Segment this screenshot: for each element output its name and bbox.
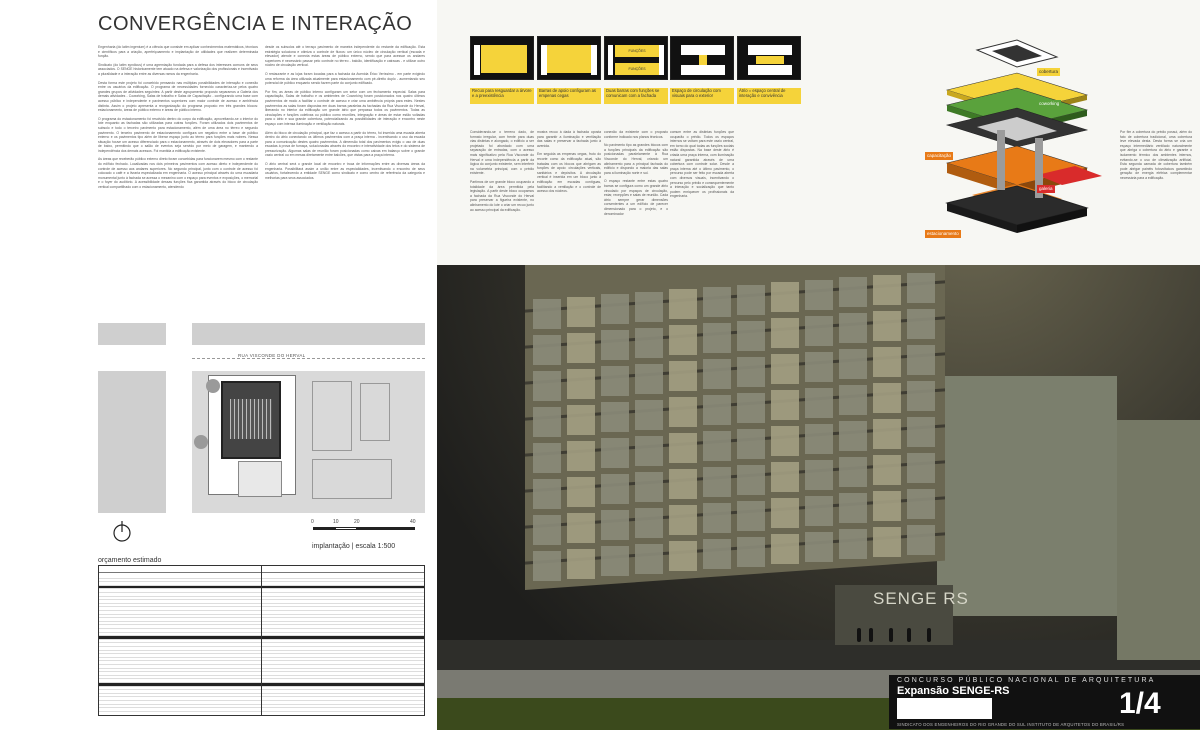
facade-panel	[873, 491, 901, 521]
diagram-fill	[756, 56, 784, 64]
side-building-2	[1117, 420, 1200, 660]
facade-panel	[601, 330, 629, 360]
facade-panel	[533, 479, 561, 509]
concept-diagram-1	[470, 36, 534, 80]
budget-header	[99, 566, 261, 573]
diagram-bar	[681, 45, 725, 55]
concept-diagram-3	[604, 36, 668, 80]
diagram-bar	[681, 65, 725, 75]
facade-panel	[669, 289, 697, 319]
facade-panel	[805, 496, 833, 526]
facade-panel	[635, 328, 663, 358]
facade-panel	[703, 323, 731, 353]
facade-panel	[737, 321, 765, 351]
side-building	[937, 376, 1117, 616]
axo-tag-estacionamento: estacionamento	[927, 231, 959, 236]
facade-panel	[873, 419, 901, 449]
facade-panel	[533, 407, 561, 437]
facade-panel	[771, 390, 799, 420]
facade-panel	[601, 402, 629, 432]
facade-panel	[635, 292, 663, 322]
facade-panel	[635, 508, 663, 538]
person-figure	[869, 628, 873, 642]
text-column-2	[265, 45, 425, 184]
facade-panel	[567, 477, 595, 507]
facade-panel	[805, 352, 833, 382]
facade-panel	[703, 539, 731, 569]
concept-diagram-2	[537, 36, 601, 80]
facade-panel	[601, 294, 629, 324]
facade-panel	[805, 388, 833, 418]
facade-panel	[839, 529, 867, 559]
facade-panel	[839, 421, 867, 451]
facade-panel	[669, 397, 697, 427]
north-arrow-icon	[112, 520, 132, 544]
person-figure	[907, 628, 911, 642]
facade-panel	[873, 383, 901, 413]
paragraph: Considerando-se o terreno dado, de formato irregular, com frente para duas vias distintas e alongado, o edifício a ser projetado foi abordado com uma separação de entradas, com o acesso mais significativo pela Rua Visconde do Herval e uma independência a partir da lógica do conjunto existente, sem interferir na volumetria principal, com o prédio existente.	[470, 130, 534, 176]
diagram-bar	[748, 45, 792, 55]
facade-panel	[601, 474, 629, 504]
paragraph: No pavimento tipo as grandes blocos com a funções principais da edificação são posicionadas paralelamente à Rua Visconde do Herval, criando um alinhamento para a principal fachada do edifício e dispondo a maioria das salas para a iluminação norte e sul.	[604, 143, 668, 175]
block	[98, 323, 166, 345]
facade-panel	[907, 525, 935, 555]
scale-label: implantação | escala 1:500	[312, 543, 396, 550]
project-name: Expansão SENGE-RS	[897, 685, 1010, 697]
street-label-visconde: RUA VISCONDE DO HERVAL	[238, 353, 306, 358]
right-panel	[437, 0, 1200, 730]
paragraph: O programa do estacionamento foi resolvido dentro do corpo da edificação, aproveitando-se o interior do lote enquanto as fachadas são utilizadas para outras funções. Foram utilizados dois pavimentos de subsolo e todo o terceiro pavimento para estacionamento, além de uma área no térreo e segundo pavimento. O terceiro pavimento de estacionamento configura um negativo entre a base de público externo e os pavimentos tipo além de liberar espaço junto ao térreo para funções mais nobres. Nessa situação houve um acesso diferenciado para o estacionamento, através de dois elevadores para a parte de baixo, permitindo que o salão de eventos seja servido por meio de garagem, e mantendo a independência dos demais acessos. Foi mantida a edificação existente.	[98, 116, 258, 153]
facade-panel	[907, 273, 935, 303]
facade-panel	[737, 501, 765, 531]
facade-panel	[805, 424, 833, 454]
paragraph: O espaço restante entre estas quatro barras se configura como um grande átrio vinculado por espaços de circulação, estar, recepções e salas de reunião. Cada átrio sempre gerar dimensões convenientes a um edifício de parecer dimensionado para o projeto, e o denominador	[604, 179, 668, 216]
facade-panel	[669, 469, 697, 499]
person-figure	[927, 628, 931, 642]
neighbor-building	[312, 459, 392, 499]
facade-panel	[601, 438, 629, 468]
facade-panel	[873, 527, 901, 557]
facade-panel	[669, 541, 697, 571]
facade-panel	[703, 395, 731, 425]
facade-panel	[635, 364, 663, 394]
facade-panel	[533, 443, 561, 473]
diagram-bar	[608, 45, 613, 75]
facade-panel	[771, 318, 799, 348]
diagram-label: FUNÇÕES	[615, 45, 659, 57]
facade-panel	[635, 436, 663, 466]
facade-panel	[669, 361, 697, 391]
block	[98, 371, 166, 513]
facade-panel	[567, 405, 595, 435]
budget-title: orçamento estimado	[98, 557, 162, 564]
diagram-caption: Átrio = espaço central de interação e convivência	[737, 88, 801, 104]
facade-panel	[873, 275, 901, 305]
road-vertical	[166, 323, 192, 513]
facade-panel	[805, 316, 833, 346]
facade-panel	[635, 544, 663, 574]
diagram-caption: Duas barras com funções se comunicam com a fachada	[604, 88, 668, 104]
facade-panel	[703, 359, 731, 389]
facade-panel	[601, 510, 629, 540]
diagram-fill	[481, 45, 527, 73]
atrium-roof	[230, 399, 272, 439]
facade-panel	[771, 498, 799, 528]
diagram-bar	[659, 45, 664, 75]
facade-panel	[805, 280, 833, 310]
axo-tag-coworking: coworking	[1039, 101, 1060, 106]
facade-panel	[771, 534, 799, 564]
budget-column-right	[262, 566, 425, 716]
diagram-bar	[541, 45, 547, 75]
facade-panel	[567, 369, 595, 399]
paragraph: O restaurante e as lojas foram locadas para a fachada da Avenida Érico Veríssimo - em parte exigindo uma reforma da área utilizada atualmente para estacionamento com pé-direito duplo - aumentando seu potencial de público enquanto sendo fazem parte do conjunto edificado.	[265, 71, 425, 86]
facade-panel	[907, 345, 935, 375]
facade-panel	[737, 285, 765, 315]
budget-table	[98, 565, 425, 716]
paragraph: Desta forma este projeto foi concebido pensando nas múltiplas possibilidades de interação e conexão entre os usuários da edificação. O programa de necessidades fornecido caracteriza-se pelos quatro grandes grupos de atividades seguintes: A partir deste agrupamento proposto separamos a Galeria dos demais atividades - Coworking, Salas de trabalho e Salas de Capacitação - configurando uma base com acesso público e independente e pavimentos superiores com maior controle de acesso e ambiência distinta. Assim o projeto apresenta a reorganização do programa proposto em três grandes blocos: estacionamento, áreas de público externo e áreas de público interno.	[98, 80, 258, 113]
right-text-column-1	[470, 130, 534, 216]
sheet-number: 1/4	[1119, 687, 1161, 720]
organizers: SINDICATO DOS ENGENHEIROS DO RIO GRANDE DO SUL INSTITUTO DE ARQUITETOS DO BRASIL/RS	[897, 722, 1125, 727]
facade-panel	[567, 441, 595, 471]
facade-panel	[771, 282, 799, 312]
facade-panel	[737, 429, 765, 459]
facade-panel	[907, 309, 935, 339]
existing-building	[238, 461, 282, 497]
facade-panel	[805, 532, 833, 562]
paragraph: Em seguida as empenas cegas, fruto do recorte como da edificação atual, são tratadas com os blocos que abrigam as funções de apoio: circulações verticais, sanitários e depósitos. A circulação vertical é inserida em um bloco junto à edificação em escadas contíguas, facilitando a ventilação e o controle de acesso dos núcleos.	[537, 152, 601, 194]
building-sign: SENGE RS	[873, 589, 969, 608]
scale-tick: 0	[311, 519, 314, 525]
scale-tick: 20	[354, 519, 360, 525]
axo-tag-galeria: galeria	[1039, 186, 1053, 191]
facade-panel	[635, 472, 663, 502]
diagram-fill	[544, 45, 594, 73]
concept-diagram-4	[670, 36, 734, 80]
paragraph: As áreas que receberão público externo direto foram concebidas para funcionarem mesmo com o restante do edifício fechado. Localizadas nos dois primeiros pavimentos com acesso direto e independente do controle de acesso aos andares superiores. No segundo principal, junto com o controle de acesso foi colocado o café e a livraria especializada em engenharia. O acesso principal através do uma escadaria monumental junto à fachada se acessa o mezanino com o espaço para eventos e exposições, o memorial e o foyer do auditório. A acessibilidade dessas funções fica garantida através do bloco de circulação vertical compartilhado com o estacionamento, atendendo	[98, 157, 259, 190]
facade-panel	[737, 465, 765, 495]
competition-name: CONCURSO PÚBLICO NACIONAL DE ARQUITETURA	[897, 677, 1156, 684]
facade-panel	[737, 537, 765, 567]
block	[192, 323, 425, 345]
facade-panel	[907, 453, 935, 483]
right-text-column-5	[1120, 130, 1192, 181]
facade-panel	[873, 347, 901, 377]
facade-panel	[669, 433, 697, 463]
budget-column-left	[99, 566, 262, 716]
right-text-column-2	[537, 130, 601, 198]
paragraph: Partimos de um grande bloco ocupando a totalidade da área permitida pela legislação. A partir deste bloco ocupamos a fachada da Rua Visconde do Herval para preservar a figueira existente, no alinhamento do lote o criar um recuo junto ao acesso principal da edificação.	[470, 179, 534, 212]
exploded-axonometric	[917, 35, 1112, 245]
facade-panel	[771, 426, 799, 456]
facade-panel	[533, 335, 561, 365]
facade-panel	[839, 277, 867, 307]
facade-panel	[533, 515, 561, 545]
facade-panel	[669, 505, 697, 535]
facade-panel	[873, 455, 901, 485]
facade-panel	[703, 467, 731, 497]
title-block	[889, 675, 1200, 729]
facade-panel	[567, 549, 595, 579]
diagram-caption: Espaço de circulação com visuais para o exterior	[670, 88, 734, 104]
facade-panel	[737, 393, 765, 423]
facade-panel	[533, 551, 561, 581]
facade-panel	[567, 297, 595, 327]
paragraph: Engenharia (do latim ingenium) é a ciência que consiste em aplicar conhecimentos matemáticos, técnicos e científicos para a criação, aperfeiçoamento e implantação de utilidades que realizem determinada função.	[98, 45, 258, 59]
tree-icon	[206, 379, 220, 393]
facade-panel	[839, 313, 867, 343]
neighbor-building	[360, 383, 390, 441]
id-box	[897, 698, 992, 719]
paragraph: desde os subsolos até o terraço pavimento de maneira independente do restante da edificação. Esta estratégia soluciona e otimiza o controle de fluxos: um único núcleo de circulação vertical (escada e elevador) atende e conecta estas áreas de público externo, sendo que para acessar os andares superiores é necessário passar pelo controle no térreo - balcão, identificação e catracas - e utilizar outro núcleo de circulação vertical.	[265, 45, 425, 68]
facade-panel	[771, 462, 799, 492]
paragraph: mostra recuo à dada à fachada oposta para garantir a iluminação e ventilação das salas e preservar a fachada junto à avenida.	[537, 130, 601, 148]
facade-panel	[703, 431, 731, 461]
facade-panel	[635, 400, 663, 430]
scale-segment	[313, 527, 335, 530]
facade-panel	[533, 371, 561, 401]
budget-row	[99, 708, 261, 712]
left-panel	[0, 0, 437, 730]
facade-panel	[839, 493, 867, 523]
right-text-column-3	[604, 130, 668, 220]
person-figure	[857, 628, 861, 642]
scale-segment	[357, 527, 415, 530]
concept-diagram-5	[737, 36, 801, 80]
facade-panel	[771, 354, 799, 384]
facade-panel	[907, 381, 935, 411]
person-figure	[889, 628, 893, 642]
facade-panel	[669, 325, 697, 355]
facade-panel	[839, 349, 867, 379]
road-centerline	[192, 358, 425, 359]
site-plan	[98, 323, 425, 513]
text-column-1	[98, 45, 258, 194]
diagram-bar	[591, 45, 597, 75]
budget-row	[262, 708, 425, 712]
diagram-fill	[699, 55, 707, 65]
scale-tick: 10	[333, 519, 339, 525]
facade-panel	[703, 503, 731, 533]
neighbor-building	[312, 381, 352, 451]
facade-panel	[907, 417, 935, 447]
diagram-caption: Barras de apoio configuram as empenas cegas	[537, 88, 601, 104]
paragraph: Por fim, as áreas de público interno configuram um setor com um fechamento especial. Salas para capacitação, Salas de trabalho e os ambientes de Coworking foram posicionados nos quatro últimos pavimentos de modo a facilitar o controle de acesso e criar uma ambiência própria para estes. Nestes pavimentos as salas foram dispostas em duas barras paralelas às fachadas da Rua Visconde do Herval, liberando no interior da edificação um grande átrio que perpassa todos os pavimentos. Todas as circulações e funções coletivas ou público como reuniões, integração e áreas de estar estão voltadas para o átrio e sua grande cobertura, potencializando as possibilidades de interação e encontro neste espaço com intensa iluminação e ventilação naturais.	[265, 89, 425, 126]
budget-header	[262, 566, 425, 573]
facade-panel	[907, 489, 935, 519]
axo-tag-cobertura: cobertura	[1039, 69, 1059, 74]
paragraph: Por fim a cobertura do prédio possui, além do fato de cobertura tradicional, uma cobertura leve elevada desta. Desta forma se cria um espaço intermediário ventilado naturalmente que abriga o cobertura do átrio e garante o isolamento térmico dos ambientes internos, evitando-se o uso de climatização artificial. Esta segunda camada de cobertura também pode abrigar painéis fotovoltaicos garantindo geração de energia elétrica complementar necessária para a edificação.	[1120, 130, 1192, 180]
axo-tag-capacitacao: capacitação	[927, 153, 952, 158]
facade-panel	[839, 385, 867, 415]
facade-panel	[839, 457, 867, 487]
facade-panel	[567, 513, 595, 543]
facade-panel	[601, 366, 629, 396]
tree-icon	[194, 435, 208, 449]
paragraph: Sindicato (do latim syndicus) é uma agremiação fundada para a defesa dos interesses comuns de seus associados. O SENGE historicamente tem atuado na defesa e valorização dos profissionais e incentivado a pluralidade e a interação entre as diversas ramos da engenharia.	[98, 62, 258, 76]
diagram-bar	[748, 65, 792, 75]
facade-panel	[703, 287, 731, 317]
diagram-label: FUNÇÕES	[615, 63, 659, 75]
facade-panel	[805, 460, 833, 490]
diagram-caption: Recuo para resguardar a árvore e a preexistência	[470, 88, 534, 104]
facade-panel	[567, 333, 595, 363]
right-text-column-4	[670, 130, 734, 203]
paragraph: comum entre as distintas funções que ocuparão o prédio. Todos os espaços internos se voltam para este vazio central, em torno do qual todas as funções sociais estão dispostas. Na base deste átrio é criada uma praça interna, com iluminação natural garantida através de uma cobertura com controle solar. Desde a praça interna até o último pavimento, o percurso pode ser feito por escada aberta com diversos visuais, incentivando o percurso pelo prédio e consequentemente a interação e socialização que tanto podem enriquecer os profissionais da engenharia.	[670, 130, 734, 199]
scale-tick: 40	[410, 519, 416, 525]
diagram-bar	[474, 45, 480, 75]
facade-panel	[873, 311, 901, 341]
page-title: CONVERGÊNCIA E INTERAÇÃO	[98, 13, 413, 35]
facade-panel	[737, 357, 765, 387]
facade-panel	[601, 546, 629, 576]
paragraph: O átrio central será o grande local de encontro e troca de informações entre as diversas áreas da engenharia. Possibilitará assim a união entre as especialidades, incentivando o encontro de seus usuários, fortalecendo a entidade SENGE como sindicato e como centro de referência da categoria e melhorias para seus associados.	[265, 162, 425, 180]
facade-panel	[533, 299, 561, 329]
paragraph: Além do bloco de circulação principal, que faz o acesso a partir do térreo, foi inserida uma escada aberta dentro do átrio conectando os últimos pavimentos com a praça interna - incentivando o uso da escada para a comunicação destes quatro pavimentos. A dimensão total dos pavimentos exigiu o uso de duas escadas à prova de fumaça, solucionadas através do encontro e interatividade dos tetos e do sistema de pressurização. Algumas salas de reunião foram posicionadas como caixas em balanço sobre o grande vazio central ou em mesas diretamente entre balcões, que vistas para a praça interna.	[265, 130, 425, 158]
scale-segment	[335, 527, 357, 530]
paragraph: conexão da existente com o proposto conforme indicado nos planos técnicos.	[604, 130, 668, 139]
